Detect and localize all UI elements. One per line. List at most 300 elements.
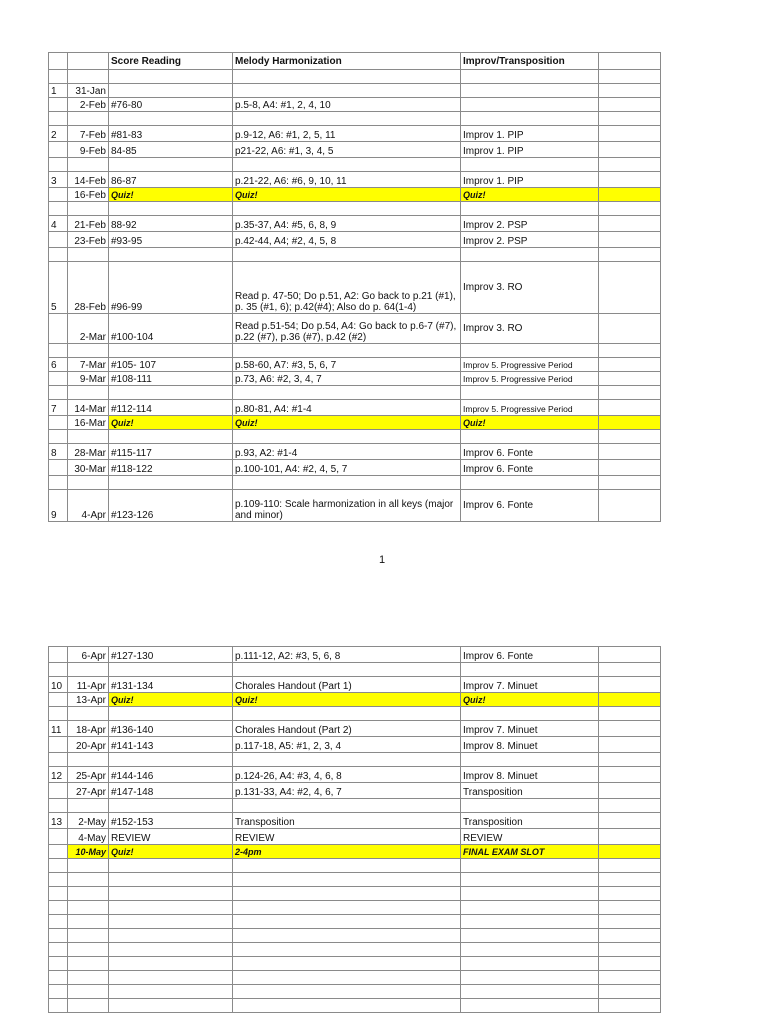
table-row (49, 813, 661, 829)
header-cell-melody-harmonization: Melody Harmonization (233, 53, 461, 70)
header-cell-improv-transposition: Improv/Transposition (461, 53, 599, 70)
date-cell: 30-Mar (68, 460, 109, 476)
score-reading-cell: #152-153 (109, 813, 233, 829)
table-row (49, 262, 661, 314)
improv-transposition-cell (461, 70, 599, 84)
score-reading-cell (109, 202, 233, 216)
table-row (49, 915, 661, 929)
date-cell: 9-Mar (68, 372, 109, 386)
melody-harmonization-cell: p.124-26, A4: #3, 4, 6, 8 (233, 767, 461, 783)
week-cell (49, 829, 68, 845)
week-cell (49, 753, 68, 767)
melody-harmonization-cell: Chorales Handout (Part 1) (233, 677, 461, 693)
extra-cell (599, 753, 661, 767)
score-reading-cell: Quiz! (109, 845, 233, 859)
score-reading-cell (109, 915, 233, 929)
date-cell: 18-Apr (68, 721, 109, 737)
melody-harmonization-cell: REVIEW (233, 829, 461, 845)
date-cell (68, 873, 109, 887)
extra-cell (599, 767, 661, 783)
score-reading-cell: #127-130 (109, 647, 233, 663)
improv-transposition-cell: Quiz! (461, 693, 599, 707)
table-row (49, 767, 661, 783)
week-cell (49, 460, 68, 476)
table-row (49, 490, 661, 522)
date-cell (68, 158, 109, 172)
date-cell (68, 430, 109, 444)
score-reading-cell: REVIEW (109, 829, 233, 845)
table-row (49, 70, 661, 84)
score-reading-cell: #105- 107 (109, 358, 233, 372)
melody-harmonization-cell (233, 476, 461, 490)
improv-transposition-cell: Transposition (461, 783, 599, 799)
extra-cell (599, 721, 661, 737)
header-cell-week (49, 53, 68, 70)
melody-harmonization-cell: Read p.51-54; Do p.54, A4: Go back to p.6-7 (#7), p.22 (#7), p.36 (#7), p.42 (#2) (233, 314, 461, 344)
date-cell (68, 344, 109, 358)
improv-transposition-cell: Improv 8. Minuet (461, 767, 599, 783)
score-reading-cell (109, 158, 233, 172)
score-reading-cell: #96-99 (109, 262, 233, 314)
melody-harmonization-cell: Chorales Handout (Part 2) (233, 721, 461, 737)
improv-transposition-cell (461, 248, 599, 262)
date-cell (68, 70, 109, 84)
week-cell (49, 915, 68, 929)
date-cell (68, 859, 109, 873)
table-row (49, 126, 661, 142)
table-row (49, 460, 661, 476)
week-cell (49, 344, 68, 358)
score-reading-cell: #123-126 (109, 490, 233, 522)
page-number: 1 (378, 554, 386, 566)
melody-harmonization-cell: Quiz! (233, 416, 461, 430)
melody-harmonization-cell: p.80-81, A4: #1-4 (233, 400, 461, 416)
week-cell: 9 (49, 490, 68, 522)
score-reading-cell (109, 999, 233, 1013)
improv-transposition-cell (461, 943, 599, 957)
date-cell: 28-Feb (68, 262, 109, 314)
extra-cell (599, 999, 661, 1013)
week-cell (49, 98, 68, 112)
date-cell: 14-Mar (68, 400, 109, 416)
extra-cell (599, 262, 661, 314)
date-cell (68, 901, 109, 915)
week-cell (49, 901, 68, 915)
extra-cell (599, 985, 661, 999)
table-row (49, 172, 661, 188)
improv-transposition-cell: Improv 3. RO (461, 314, 599, 344)
improv-transposition-cell: Improv 2. PSP (461, 232, 599, 248)
date-cell: 2-Mar (68, 314, 109, 344)
date-cell: 27-Apr (68, 783, 109, 799)
score-reading-cell: #81-83 (109, 126, 233, 142)
week-cell: 4 (49, 216, 68, 232)
improv-transposition-cell (461, 901, 599, 915)
extra-cell (599, 232, 661, 248)
date-cell (68, 985, 109, 999)
extra-cell (599, 813, 661, 829)
week-cell (49, 859, 68, 873)
score-reading-cell: #76-80 (109, 98, 233, 112)
table-row (49, 158, 661, 172)
improv-transposition-cell: Improv 5. Progressive Period (461, 400, 599, 416)
week-cell: 6 (49, 358, 68, 372)
date-cell: 7-Feb (68, 126, 109, 142)
improv-transposition-cell (461, 999, 599, 1013)
melody-harmonization-cell: p.73, A6: #2, 3, 4, 7 (233, 372, 461, 386)
extra-cell (599, 248, 661, 262)
date-cell: 4-Apr (68, 490, 109, 522)
table-row (49, 873, 661, 887)
melody-harmonization-cell (233, 929, 461, 943)
table-row (49, 799, 661, 813)
melody-harmonization-cell (233, 663, 461, 677)
improv-transposition-cell: Improv 6. Fonte (461, 444, 599, 460)
score-reading-cell (109, 112, 233, 126)
week-cell (49, 158, 68, 172)
week-cell (49, 999, 68, 1013)
table-row (49, 430, 661, 444)
melody-harmonization-cell: p.117-18, A5: #1, 2, 3, 4 (233, 737, 461, 753)
score-reading-cell: #118-122 (109, 460, 233, 476)
extra-cell (599, 737, 661, 753)
week-cell: 5 (49, 262, 68, 314)
improv-transposition-cell (461, 476, 599, 490)
date-cell (68, 999, 109, 1013)
week-cell (49, 783, 68, 799)
table-row (49, 887, 661, 901)
extra-cell (599, 172, 661, 188)
melody-harmonization-cell (233, 248, 461, 262)
improv-transposition-cell (461, 344, 599, 358)
week-cell (49, 693, 68, 707)
extra-cell (599, 358, 661, 372)
melody-harmonization-cell: p.100-101, A4: #2, 4, 5, 7 (233, 460, 461, 476)
melody-harmonization-cell (233, 386, 461, 400)
extra-cell (599, 372, 661, 386)
score-reading-cell: #108-111 (109, 372, 233, 386)
date-cell: 20-Apr (68, 737, 109, 753)
melody-harmonization-cell (233, 158, 461, 172)
melody-harmonization-cell: p.35-37, A4: #5, 6, 8, 9 (233, 216, 461, 232)
score-reading-cell (109, 943, 233, 957)
improv-transposition-cell (461, 915, 599, 929)
extra-cell (599, 216, 661, 232)
extra-cell (599, 845, 661, 859)
week-cell: 8 (49, 444, 68, 460)
week-cell (49, 663, 68, 677)
melody-harmonization-cell: p21-22, A6: #1, 3, 4, 5 (233, 142, 461, 158)
date-cell: 14-Feb (68, 172, 109, 188)
table-row (49, 400, 661, 416)
melody-harmonization-cell: p.111-12, A2: #3, 5, 6, 8 (233, 647, 461, 663)
melody-harmonization-cell (233, 112, 461, 126)
score-reading-cell: 86-87 (109, 172, 233, 188)
week-cell (49, 416, 68, 430)
table-row (49, 707, 661, 721)
table-row (49, 358, 661, 372)
week-cell (49, 112, 68, 126)
week-cell (49, 971, 68, 985)
week-cell (49, 799, 68, 813)
week-cell (49, 430, 68, 444)
melody-harmonization-cell: p.109-110: Scale harmonization in all keys (major and minor) (233, 490, 461, 522)
melody-harmonization-cell (233, 901, 461, 915)
table-row (49, 721, 661, 737)
week-cell: 3 (49, 172, 68, 188)
date-cell: 21-Feb (68, 216, 109, 232)
improv-transposition-cell (461, 202, 599, 216)
extra-cell (599, 444, 661, 460)
extra-cell (599, 829, 661, 845)
table-row (49, 232, 661, 248)
improv-transposition-cell: Quiz! (461, 188, 599, 202)
extra-cell (599, 386, 661, 400)
melody-harmonization-cell: Quiz! (233, 693, 461, 707)
extra-cell (599, 693, 661, 707)
date-cell (68, 929, 109, 943)
table-row (49, 248, 661, 262)
extra-cell (599, 783, 661, 799)
date-cell (68, 799, 109, 813)
table-row (49, 444, 661, 460)
table-row (49, 985, 661, 999)
date-cell: 25-Apr (68, 767, 109, 783)
week-cell: 7 (49, 400, 68, 416)
date-cell (68, 112, 109, 126)
extra-cell (599, 873, 661, 887)
extra-cell (599, 400, 661, 416)
improv-transposition-cell: Improv 1. PIP (461, 126, 599, 142)
header-cell-score-reading: Score Reading (109, 53, 233, 70)
melody-harmonization-cell (233, 84, 461, 98)
week-cell: 13 (49, 813, 68, 829)
melody-harmonization-cell (233, 957, 461, 971)
extra-cell (599, 126, 661, 142)
melody-harmonization-cell: 2-4pm (233, 845, 461, 859)
improv-transposition-cell (461, 98, 599, 112)
table-row (49, 476, 661, 490)
date-cell: 9-Feb (68, 142, 109, 158)
improv-transposition-cell: Improv 5. Progressive Period (461, 358, 599, 372)
score-reading-cell: Quiz! (109, 416, 233, 430)
melody-harmonization-cell (233, 707, 461, 721)
week-cell (49, 957, 68, 971)
score-reading-cell (109, 799, 233, 813)
improv-transposition-cell: Improv 1. PIP (461, 142, 599, 158)
melody-harmonization-cell (233, 859, 461, 873)
score-reading-cell (109, 929, 233, 943)
week-cell (49, 737, 68, 753)
improv-transposition-cell (461, 859, 599, 873)
melody-harmonization-cell: p.93, A2: #1-4 (233, 444, 461, 460)
extra-cell (599, 647, 661, 663)
score-reading-cell (109, 663, 233, 677)
score-reading-cell: 84-85 (109, 142, 233, 158)
score-reading-cell: #141-143 (109, 737, 233, 753)
table-row (49, 98, 661, 112)
table-row (49, 84, 661, 98)
table-row (49, 142, 661, 158)
score-reading-cell: #144-146 (109, 767, 233, 783)
improv-transposition-cell (461, 663, 599, 677)
header-cell-date (68, 53, 109, 70)
melody-harmonization-cell: p.58-60, A7: #3, 5, 6, 7 (233, 358, 461, 372)
improv-transposition-cell (461, 887, 599, 901)
date-cell (68, 943, 109, 957)
improv-transposition-cell (461, 430, 599, 444)
week-cell (49, 202, 68, 216)
date-cell: 31-Jan (68, 84, 109, 98)
score-reading-cell (109, 386, 233, 400)
extra-cell (599, 901, 661, 915)
extra-cell (599, 430, 661, 444)
score-reading-cell: #93-95 (109, 232, 233, 248)
week-cell (49, 188, 68, 202)
score-reading-cell (109, 248, 233, 262)
week-cell (49, 248, 68, 262)
improv-transposition-cell (461, 158, 599, 172)
improv-transposition-cell (461, 971, 599, 985)
score-reading-cell (109, 344, 233, 358)
table-row (49, 753, 661, 767)
extra-cell (599, 344, 661, 358)
extra-cell (599, 677, 661, 693)
table-row (49, 829, 661, 845)
week-cell (49, 873, 68, 887)
table-row (49, 737, 661, 753)
extra-cell (599, 202, 661, 216)
extra-cell (599, 915, 661, 929)
week-cell (49, 476, 68, 490)
score-reading-cell (109, 84, 233, 98)
table-row (49, 999, 661, 1013)
melody-harmonization-cell (233, 915, 461, 929)
extra-cell (599, 957, 661, 971)
date-cell (68, 202, 109, 216)
extra-cell (599, 707, 661, 721)
improv-transposition-cell: REVIEW (461, 829, 599, 845)
melody-harmonization-cell (233, 202, 461, 216)
date-cell (68, 476, 109, 490)
header-cell-extra (599, 53, 661, 70)
melody-harmonization-cell (233, 430, 461, 444)
extra-cell (599, 799, 661, 813)
improv-transposition-cell: Improv 6. Fonte (461, 490, 599, 522)
score-reading-cell (109, 873, 233, 887)
table-row (49, 188, 661, 202)
table-row (49, 344, 661, 358)
improv-transposition-cell: Improv 2. PSP (461, 216, 599, 232)
score-reading-cell (109, 887, 233, 901)
date-cell: 16-Mar (68, 416, 109, 430)
week-cell (49, 929, 68, 943)
extra-cell (599, 490, 661, 522)
extra-cell (599, 98, 661, 112)
score-reading-cell (109, 859, 233, 873)
table-row (49, 663, 661, 677)
date-cell (68, 386, 109, 400)
table-row (49, 859, 661, 873)
melody-harmonization-cell (233, 344, 461, 358)
improv-transposition-cell: Improv 5. Progressive Period (461, 372, 599, 386)
score-reading-cell (109, 430, 233, 444)
date-cell: 13-Apr (68, 693, 109, 707)
melody-harmonization-cell (233, 999, 461, 1013)
extra-cell (599, 460, 661, 476)
score-reading-cell (109, 957, 233, 971)
improv-transposition-cell (461, 386, 599, 400)
date-cell (68, 707, 109, 721)
score-reading-cell (109, 901, 233, 915)
week-cell (49, 314, 68, 344)
improv-transposition-cell (461, 957, 599, 971)
table-row (49, 957, 661, 971)
score-reading-cell (109, 971, 233, 985)
table-row (49, 971, 661, 985)
header-row (49, 53, 661, 70)
date-cell: 28-Mar (68, 444, 109, 460)
table-row (49, 416, 661, 430)
extra-cell (599, 314, 661, 344)
date-cell (68, 887, 109, 901)
week-cell (49, 232, 68, 248)
melody-harmonization-cell (233, 985, 461, 999)
score-reading-cell (109, 70, 233, 84)
melody-harmonization-cell (233, 799, 461, 813)
extra-cell (599, 971, 661, 985)
improv-transposition-cell (461, 985, 599, 999)
table-row (49, 216, 661, 232)
schedule-table-page-2 (48, 646, 661, 1013)
score-reading-cell: #112-114 (109, 400, 233, 416)
melody-harmonization-cell (233, 70, 461, 84)
improv-transposition-cell: Improv 1. PIP (461, 172, 599, 188)
week-cell (49, 943, 68, 957)
score-reading-cell (109, 753, 233, 767)
table-row (49, 693, 661, 707)
score-reading-cell (109, 707, 233, 721)
score-reading-cell: #136-140 (109, 721, 233, 737)
extra-cell (599, 929, 661, 943)
table-row (49, 386, 661, 400)
week-cell: 10 (49, 677, 68, 693)
week-cell: 1 (49, 84, 68, 98)
extra-cell (599, 84, 661, 98)
score-reading-cell: 88-92 (109, 216, 233, 232)
melody-harmonization-cell: Quiz! (233, 188, 461, 202)
extra-cell (599, 943, 661, 957)
extra-cell (599, 476, 661, 490)
week-cell (49, 142, 68, 158)
table-row (49, 314, 661, 344)
improv-transposition-cell: FINAL EXAM SLOT (461, 845, 599, 859)
melody-harmonization-cell: p.42-44, A4; #2, 4, 5, 8 (233, 232, 461, 248)
score-reading-cell: #131-134 (109, 677, 233, 693)
melody-harmonization-cell: p.5-8, A4: #1, 2, 4, 10 (233, 98, 461, 112)
table-row (49, 901, 661, 915)
week-cell (49, 386, 68, 400)
date-cell (68, 915, 109, 929)
extra-cell (599, 416, 661, 430)
date-cell: 16-Feb (68, 188, 109, 202)
week-cell (49, 647, 68, 663)
improv-transposition-cell (461, 753, 599, 767)
melody-harmonization-cell: p.9-12, A6: #1, 2, 5, 11 (233, 126, 461, 142)
week-cell: 12 (49, 767, 68, 783)
improv-transposition-cell (461, 112, 599, 126)
improv-transposition-cell: Improv 3. RO (461, 262, 599, 314)
